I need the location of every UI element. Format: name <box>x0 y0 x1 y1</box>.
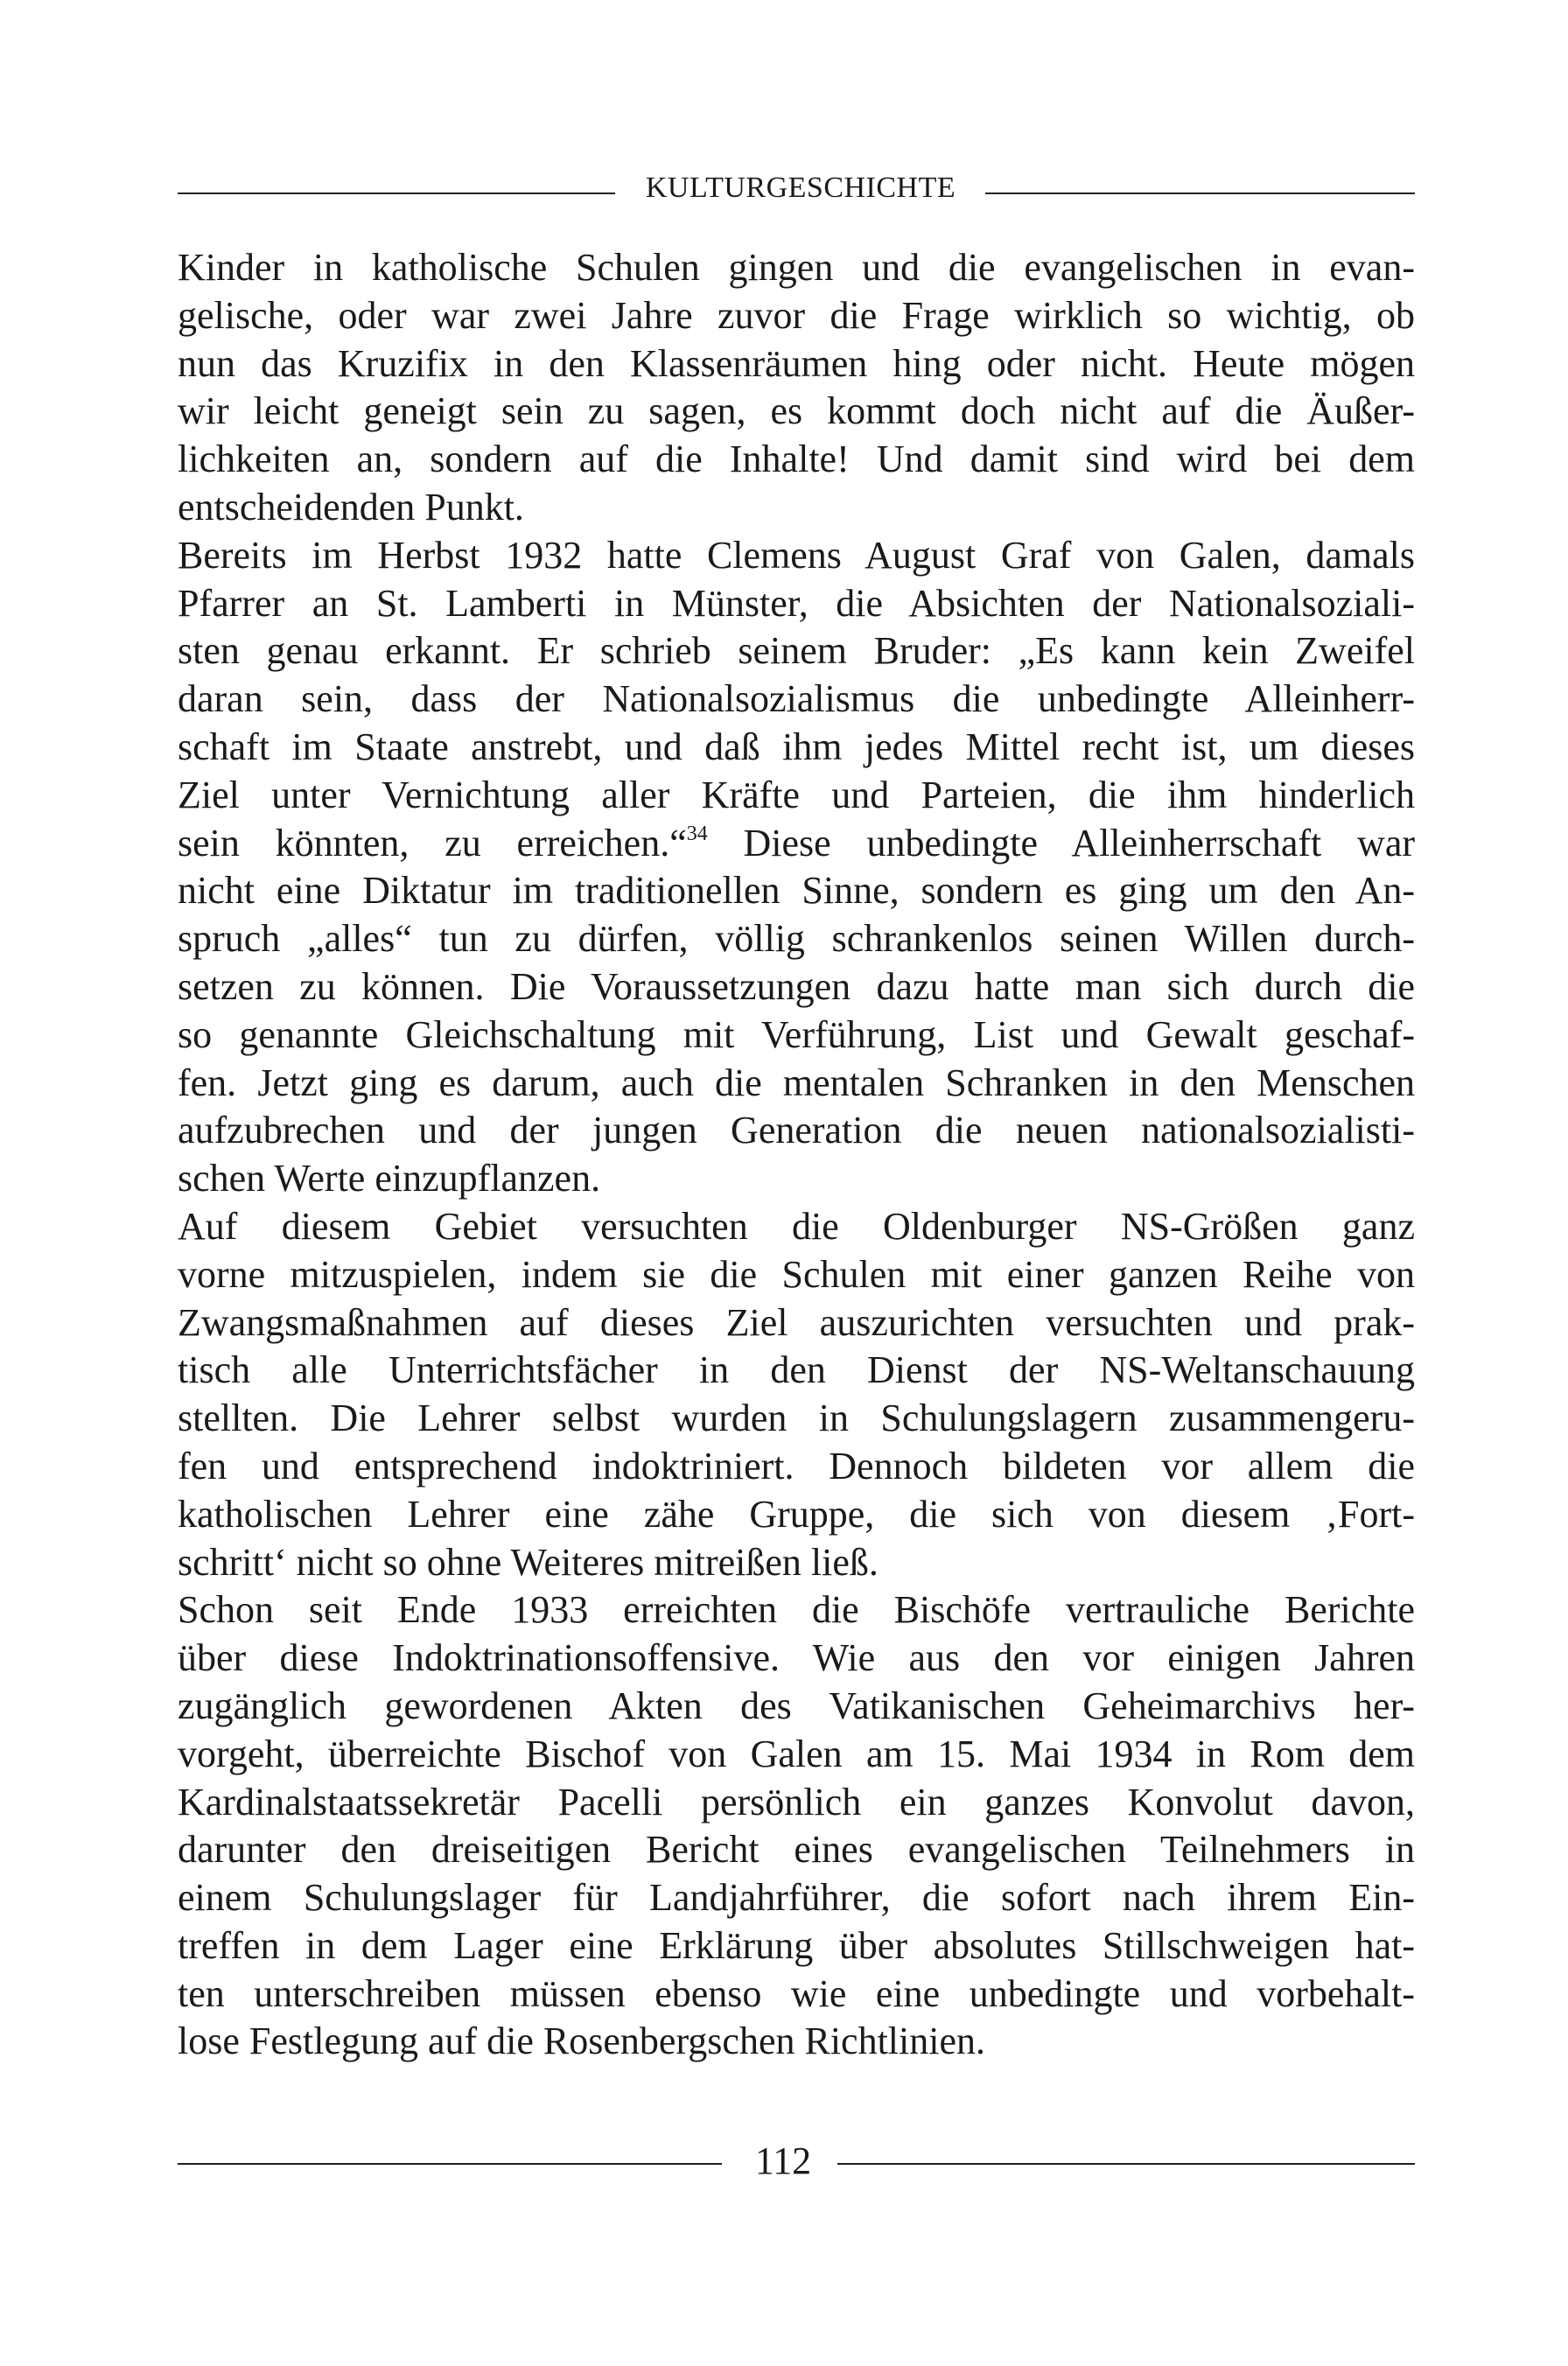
text-line: Bereits im Herbst 1932 hatte Clemens August Graf von Galen, damals <box>178 533 1415 577</box>
text-line: setzen zu können. Die Voraussetzungen dazu hatte man sich durch die <box>178 964 1415 1008</box>
paragraph <box>178 244 1415 532</box>
text-line: katholischen Lehrer eine zähe Gruppe, die sich von diesem ‚Fort- <box>178 1492 1415 1536</box>
footer-rule-right <box>837 2163 1415 2165</box>
text-line: zugänglich gewordenen Akten des Vatikanischen Geheimarchivs her- <box>178 1684 1415 1727</box>
text-line <box>178 820 1415 868</box>
text-line: spruch „alles“ tun zu dürfen, völlig schrankenlos seinen Willen durch- <box>178 917 1415 961</box>
text-segment: Diese unbedingte Alleinherrschaft war <box>707 821 1416 864</box>
text-line: wir leicht geneigt sein zu sagen, es kommt doch nicht auf die Äußer- <box>178 389 1415 433</box>
text-segment: sein könnten, zu erreichen.“ <box>178 821 687 864</box>
text-line: nun das Kruzifix in den Klassenräumen hing oder nicht. Heute mögen <box>178 341 1415 385</box>
page-number: 112 <box>754 2139 812 2182</box>
text-line: so genannte Gleichschaltung mit Verführung, List und Gewalt geschaf- <box>178 1012 1415 1056</box>
text-line: lichkeiten an, sondern auf die Inhalte! Und damit sind wird bei dem <box>178 438 1415 481</box>
text-line: schritt‘ nicht so ohne Weiteres mitreißen ließ. <box>178 1540 878 1584</box>
text-line: vorne mitzuspielen, indem sie die Schulen mit einer ganzen Reihe von <box>178 1252 1415 1296</box>
text-line: stellten. Die Lehrer selbst wurden in Schulungslagern zusammengeru- <box>178 1396 1415 1440</box>
body-text <box>178 244 1415 2066</box>
text-line: entscheidenden Punkt. <box>178 485 524 528</box>
footer-rule-left <box>178 2163 722 2165</box>
text-line: gelische, oder war zwei Jahre zuvor die Frage wirklich so wichtig, ob <box>178 293 1415 337</box>
text-line: schaft im Staate anstrebt, und daß ihm jedes Mittel recht ist, um dieses <box>178 724 1415 768</box>
text-line: einem Schulungslager für Landjahrführer, die sofort nach ihrem Ein- <box>178 1876 1415 1920</box>
header-rule-right <box>985 192 1415 194</box>
text-line: Kardinalstaatssekretär Pacelli persönlich ein ganzes Konvolut davon, <box>178 1780 1415 1824</box>
text-line: sten genau erkannt. Er schrieb seinem Bruder: „Es kann kein Zweifel <box>178 629 1415 673</box>
text-line: darunter den dreiseitigen Bericht eines evangelischen Teilnehmers in <box>178 1828 1415 1872</box>
text-line: schen Werte einzupflanzen. <box>178 1157 601 1200</box>
text-line: Auf diesem Gebiet versuchten die Oldenburger NS-Größen ganz <box>178 1204 1415 1248</box>
text-line: aufzubrechen und der jungen Generation die neuen nationalsozialisti- <box>178 1109 1415 1152</box>
paragraph <box>178 1203 1415 1586</box>
paragraph <box>178 1586 1415 2066</box>
text-line: daran sein, dass der Nationalsozialismus die unbedingte Alleinherr- <box>178 677 1415 721</box>
text-line: lose Festlegung auf die Rosenbergschen Richtlinien. <box>178 2020 986 2063</box>
text-line: fen und entsprechend indoktriniert. Dennoch bildeten vor allem die <box>178 1444 1415 1488</box>
paragraph <box>178 532 1415 1203</box>
header-rule-left <box>178 192 615 194</box>
text-line: tisch alle Unterrichtsfächer in den Dienst der NS-Weltanschauung <box>178 1348 1415 1392</box>
text-line: über diese Indoktrinationsoffensive. Wie aus den vor einigen Jahren <box>178 1636 1415 1680</box>
text-line: vorgeht, überreichte Bischof von Galen am 15. Mai 1934 in Rom dem <box>178 1732 1415 1775</box>
text-line: Zwangsmaßnahmen auf dieses Ziel auszurichten versuchten und prak- <box>178 1300 1415 1344</box>
running-header: KULTURGESCHICHTE <box>645 172 956 204</box>
text-line: Ziel unter Vernichtung aller Kräfte und Parteien, die ihm hinderlich <box>178 773 1415 816</box>
text-line: Pfarrer an St. Lamberti in Münster, die Absichten der Nationalsoziali- <box>178 581 1415 625</box>
text-line: Schon seit Ende 1933 erreichten die Bischöfe vertrauliche Berichte <box>178 1588 1415 1632</box>
text-line: nicht eine Diktatur im traditionellen Sinne, sondern es ging um den An- <box>178 869 1415 913</box>
text-line: Kinder in katholische Schulen gingen und die evangelischen in evan- <box>178 246 1415 289</box>
text-line: ten unterschreiben müssen ebenso wie eine unbedingte und vorbehalt- <box>178 1971 1415 2015</box>
text-line: fen. Jetzt ging es darum, auch die mentalen Schranken in den Menschen <box>178 1060 1415 1104</box>
text-line: treffen in dem Lager eine Erklärung über absolutes Stillschweigen hat- <box>178 1923 1415 1967</box>
footnote-reference: 34 <box>686 822 708 845</box>
